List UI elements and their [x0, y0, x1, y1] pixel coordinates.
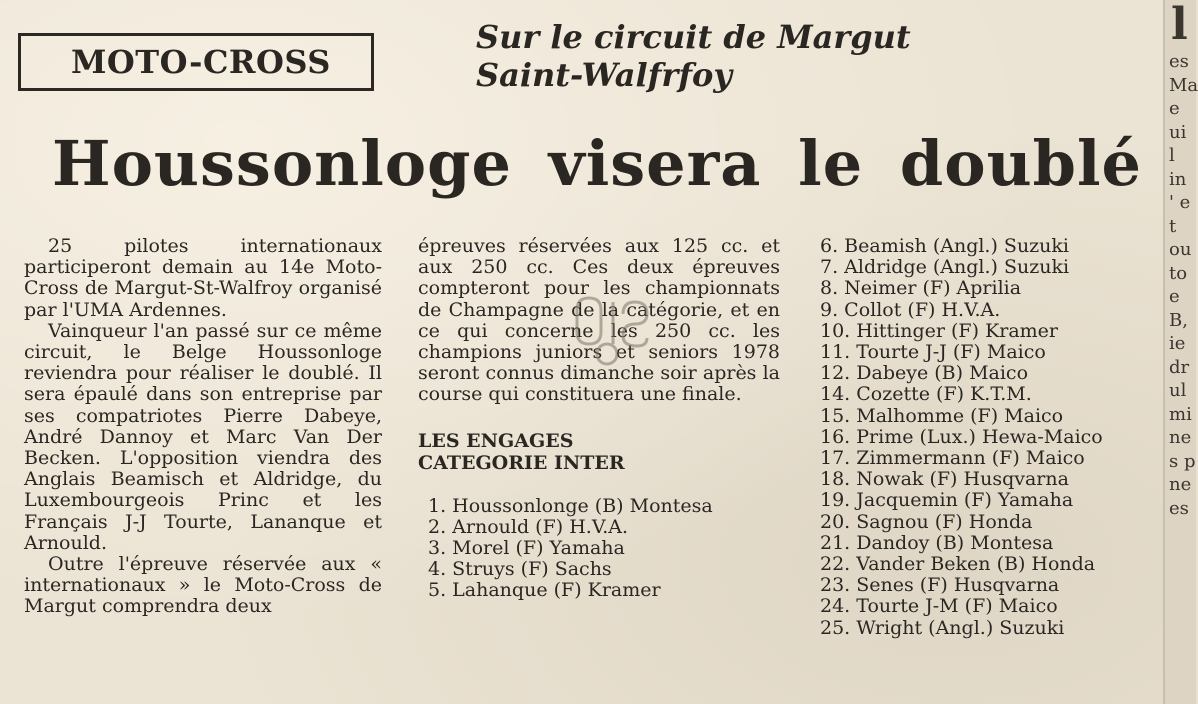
article-column-3: [820, 236, 1150, 639]
entries-heading-line-2: CATEGORIE INTER: [418, 451, 625, 474]
entry-item: 25. Wright (Angl.) Suzuki: [820, 616, 1065, 639]
watermark-stamp: [563, 292, 655, 368]
fragment-line: in: [1169, 168, 1187, 190]
fragment-line: ie: [1169, 333, 1186, 354]
fragment-line: s p: [1169, 450, 1196, 472]
entry-item: 12. Dabeye (B) Maico: [820, 362, 1029, 385]
fragment-line: ul: [1169, 380, 1187, 401]
entry-item: 10. Hittinger (F) Kramer: [820, 319, 1059, 342]
entries-list: [820, 236, 1150, 639]
headline-word-3: le: [798, 127, 864, 200]
fragment-line: Ma: [1169, 74, 1198, 96]
headline-word-1: Houssonloge: [52, 127, 512, 200]
fragment-line: es: [1169, 51, 1189, 72]
subtitle-line-1: Sur le circuit de Margut: [476, 18, 911, 56]
entry-item: 8. Neimer (F) Aprilia: [820, 277, 1022, 300]
entry-item: 9. Collot (F) H.V.A.: [820, 298, 1001, 321]
entry-item: 4. Struys (F) Sachs: [428, 558, 612, 581]
fragment-line: l: [1169, 145, 1175, 166]
fragment-line: ' e: [1169, 192, 1191, 213]
entries-heading: [418, 430, 780, 474]
entry-item: 16. Prime (Lux.) Hewa-Maico: [820, 425, 1103, 448]
entry-item: 20. Sagnou (F) Honda: [820, 510, 1033, 533]
body-paragraph: épreuves réservées aux 125 cc. et aux 250 cc. Ces deux épreuves compteront pour les championnats de Champagne de la catégorie, et en ce qui concerne les 250 cc. les champions juniors et seniors 1978 seront connus dimanche soir après la course qui constituera une finale.: [418, 235, 780, 406]
entry-item: 15. Malhomme (F) Maico: [820, 404, 1064, 427]
article-column-1: [24, 236, 382, 618]
entry-item: 11. Tourte J-J (F) Maico: [820, 341, 1046, 364]
adjacent-article-fragment: [1163, 0, 1196, 704]
fragment-line: ne: [1169, 474, 1192, 495]
intro-paragraph: 25 pilotes internationaux participeront demain au 14e Moto-Cross de Margut-St-Walfroy organisé par l'UMA Ardennes.: [24, 235, 382, 321]
entry-item: 6. Beamish (Angl.) Suzuki: [820, 235, 1070, 257]
fragment-line: ne: [1169, 427, 1192, 448]
entry-item: 23. Senes (F) Husqvarna: [820, 574, 1060, 597]
entry-item: 2. Arnould (F) H.V.A.: [428, 515, 629, 538]
section-rubric-box: [18, 33, 374, 91]
fragment-line: to: [1169, 262, 1188, 284]
fragment-lines: [1165, 50, 1196, 520]
entry-item: 7. Aldridge (Angl.) Suzuki: [820, 256, 1070, 279]
entry-item: 18. Nowak (F) Husqvarna: [820, 468, 1069, 491]
entry-item: 21. Dandoy (B) Montesa: [820, 531, 1054, 554]
fragment-line: ui: [1169, 121, 1187, 143]
fragment-line: e: [1169, 98, 1180, 119]
headline-word-2: visera: [548, 127, 762, 200]
entry-item: 24. Tourte J-M (F) Maico: [820, 595, 1058, 618]
fragment-line: ou: [1169, 239, 1192, 260]
section-rubric: MOTO-CROSS: [71, 43, 331, 81]
entry-item: 1. Houssonlonge (B) Montesa: [428, 494, 713, 517]
fragment-line: es: [1169, 497, 1189, 519]
entry-item: 17. Zimmermann (F) Maico: [820, 447, 1085, 470]
fragment-line: t: [1169, 215, 1177, 237]
headline-word-4: doublé: [899, 127, 1142, 200]
article-column-2: [418, 236, 780, 602]
fragment-line: mi: [1169, 403, 1192, 425]
fragment-letter: l: [1171, 0, 1188, 50]
entry-item: 3. Morel (F) Yamaha: [428, 537, 625, 560]
fragment-line: e: [1169, 286, 1180, 307]
fragment-line: dr: [1169, 356, 1190, 378]
body-paragraph: Vainqueur l'an passé sur ce même circuit, le Belge Houssonloge reviendra pour réaliser le doublé. Il sera épaulé dans son entreprise par ses compatriotes Pierre Dabeye, André Dannoy et Marc Van Der Becken. L'opposition viendra des Anglais Beamisch et Aldridge, du Luxembourgeois Princ et les Français J-J Tourte, Lananque et Arnould.: [24, 319, 382, 554]
entry-item: 19. Jacquemin (F) Yamaha: [820, 489, 1074, 512]
entries-list: [418, 496, 780, 602]
article-headline: [52, 122, 1142, 206]
article-subtitle: [476, 18, 911, 94]
body-paragraph: Outre l'épreuve réservée aux « internationaux » le Moto-Cross de Margut comprendra deux: [24, 553, 382, 618]
entry-item: 22. Vander Beken (B) Honda: [820, 553, 1096, 576]
entry-item: 14. Cozette (F) K.T.M.: [820, 383, 1032, 406]
entry-item: 5. Lahanque (F) Kramer: [428, 579, 661, 602]
entries-heading-line-1: LES ENGAGES: [418, 429, 574, 452]
subtitle-line-2: Saint-Walfrfoy: [476, 56, 732, 94]
fragment-line: B,: [1169, 309, 1188, 331]
